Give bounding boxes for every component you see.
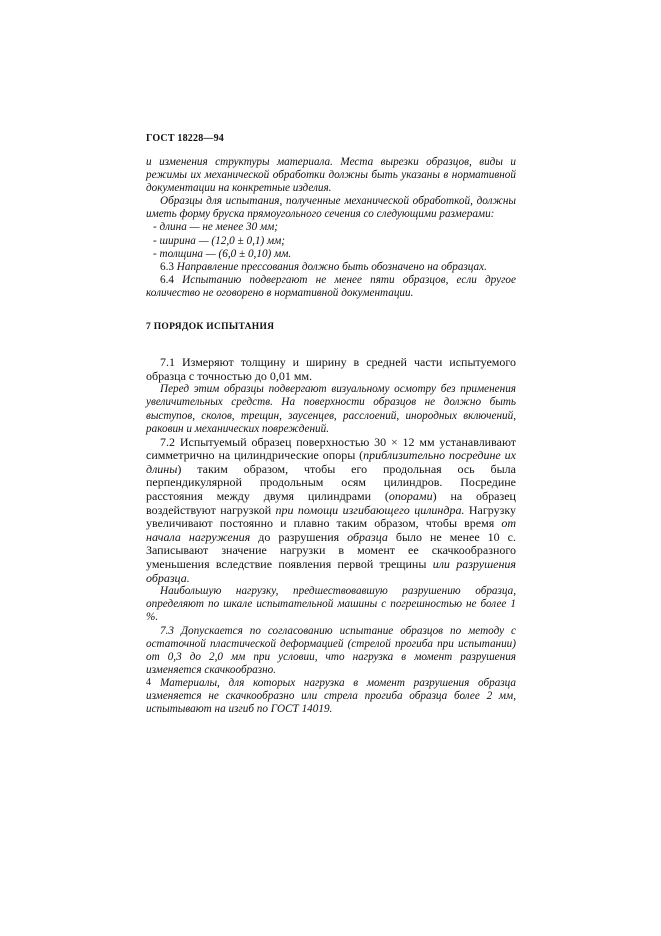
clause-number: 6.3 <box>160 260 174 273</box>
clause-7-3 <box>146 625 516 677</box>
clause-7-2-note: Наибольшую нагрузку, предшествовавшую разрушению образца, определяют по шкале испытательной машины с погрешностью не более 1 %. <box>146 585 516 624</box>
document-header: ГОСТ 18228—94 <box>146 133 225 144</box>
clause-text: Допускается по согласованию испытание образцов по методу с остаточной пластической деформацией (стрелой прогиба при испытании) от 0,3 до 2,0 мм при условии, что нагрузка в момент разрушения изменяется скачкообразно. <box>146 624 516 676</box>
dimension-length: - длина — не менее 30 мм; <box>153 221 279 234</box>
clause-7-3-note: Материалы, для которых нагрузка в момент разрушения образца изменяется не скачкообразно или стрела прогиба образца более 2 мм, испытывают на изгиб по ГОСТ 14019. <box>146 676 516 716</box>
clause-6-3 <box>146 261 516 274</box>
clause-number: 7.3 <box>160 624 174 637</box>
clause-6-4 <box>146 274 516 300</box>
clause-text: Направление прессования должно быть обозначено на образцах. <box>176 260 487 273</box>
dimension-width: - ширина — (12,0 ± 0,1) мм; <box>153 234 285 247</box>
clause-7-2: 7.2 Испытуемый образец поверхностью 30 × 12 мм устанавливают симметрично на цилиндрические опоры (приблизительно посредине их длины) таким образом, чтобы его продольная ось была перпендикулярной продольным осям цилиндров. Посредине расстояния между двумя цилиндрами (опорами) на образец воздействуют нагрузкой при помощи изгибающего цилиндра. Нагрузку увеличивают постоянно и плавно таким образом, чтобы время от начала нагружения до разрушения образца было не менее 10 с. Записывают значение нагрузки в момент ее скачкообразного уменьшения вследствие появления первой трещины или разрушения образца. <box>146 434 517 585</box>
clause-7-1-note: Перед этим образцы подвергают визуальному осмотру без применения увеличительных средств. На поверхности образцов не должно быть выступов, сколов, трещин, заусенцев, расслоений, инородных включений, раковин и механических повреждений. <box>146 383 516 435</box>
clause-text: Испытанию подвергают не менее пяти образцов, если другое количество не оговорено в нормативной документации. <box>146 273 516 299</box>
page-number: 4 <box>146 677 151 688</box>
dimension-thickness: - толщина — (6,0 ± 0,10) мм. <box>153 247 292 260</box>
document-body <box>146 156 516 716</box>
section-7-title: 7 ПОРЯДОК ИСПЫТАНИЯ <box>146 322 275 333</box>
paragraph-continuation: и изменения структуры материала. Места вырезки образцов, виды и режимы их механической обработки должны быть указаны в нормативной документации на конкретные изделия. <box>146 156 516 195</box>
clause-number: 6.4 <box>160 273 174 286</box>
section-7 <box>146 356 516 716</box>
paragraph-specimen-shape: Образцы для испытания, полученные механической обработкой, должны иметь форму бруска прямоугольного сечения со следующими размерами: <box>146 195 516 221</box>
clause-7-1: 7.1 Измеряют толщину и ширину в средней части испытуемого образца с точностью до 0,01 мм. <box>146 355 516 383</box>
